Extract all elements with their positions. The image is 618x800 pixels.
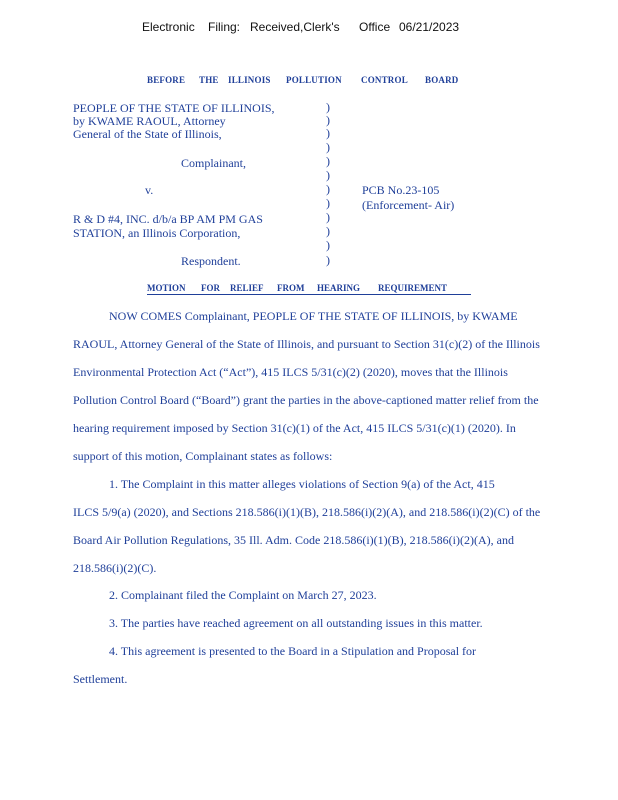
caption-paren: ) — [326, 140, 330, 154]
board-title-word: POLLUTION — [286, 75, 342, 85]
caption-versus: v. — [145, 183, 154, 197]
caption-paren: ) — [326, 253, 330, 267]
header-electronic: Electronic — [142, 20, 195, 34]
header-date: 06/21/2023 — [399, 20, 460, 34]
case-number: PCB No.23-105 — [362, 183, 440, 197]
body-line: Environmental Protection Act (“Act”), 415 ILCS 5/31(c)(2) (2020), moves that the Illinois — [73, 365, 508, 379]
caption-plaintiff-line: PEOPLE OF THE STATE OF ILLINOIS, — [73, 101, 275, 115]
caption-paren: ) — [326, 224, 330, 238]
caption-paren: ) — [326, 182, 330, 196]
caption-paren: ) — [326, 168, 330, 182]
caption-paren: ) — [326, 154, 330, 168]
motion-title-word: HEARING — [317, 283, 361, 293]
body-line: 218.586(i)(2)(C). — [73, 561, 157, 575]
numbered-paragraph-3: 3. The parties have reached agreement on all outstanding issues in this matter. — [109, 616, 483, 630]
board-title-word: THE — [199, 75, 219, 85]
motion-title-word: REQUIREMENT — [378, 283, 448, 293]
numbered-paragraph-1: 1. The Complaint in this matter alleges violations of Section 9(a) of the Act, 415 — [109, 477, 495, 491]
motion-title-underline — [147, 294, 471, 295]
body-line: hearing requirement imposed by Section 31(c)(1) of the Act, 415 ILCS 5/31(c)(1) (2020). In — [73, 421, 516, 435]
motion-title-word: MOTION — [147, 283, 186, 293]
motion-title-word: RELIEF — [230, 283, 264, 293]
caption-paren: ) — [326, 196, 330, 210]
body-line: ILCS 5/9(a) (2020), and Sections 218.586(i)(1)(B), 218.586(i)(2)(A), and 218.586(i)(2)(C) of the — [73, 505, 541, 519]
caption-plaintiff-line: by KWAME RAOUL, Attorney — [73, 114, 226, 128]
motion-title-word: FOR — [201, 283, 220, 293]
caption-respondent-line: STATION, an Illinois Corporation, — [73, 226, 241, 240]
caption-paren: ) — [326, 113, 330, 127]
header-office: Office — [359, 20, 391, 34]
body-line: Board Air Pollution Regulations, 35 Ill. Adm. Code 218.586(i)(1)(B), 218.586(i)(2)(A), and — [73, 533, 514, 547]
board-title-word: ILLINOIS — [228, 75, 271, 85]
body-line: RAOUL, Attorney General of the State of Illinois, and pursuant to Section 31(c)(2) of the Illinois — [73, 337, 540, 351]
caption-paren: ) — [326, 238, 330, 252]
caption-paren: ) — [326, 126, 330, 140]
caption-paren: ) — [326, 100, 330, 114]
body-line: Pollution Control Board (“Board”) grant the parties in the above-captioned matter relief from the — [73, 393, 539, 407]
board-title-word: CONTROL — [361, 75, 408, 85]
body-line: NOW COMES Complainant, PEOPLE OF THE STATE OF ILLINOIS, by KWAME — [109, 309, 518, 323]
caption-paren: ) — [326, 210, 330, 224]
caption-plaintiff-line: General of the State of Illinois, — [73, 127, 222, 141]
body-line: support of this motion, Complainant states as follows: — [73, 449, 333, 463]
motion-title-word: FROM — [277, 283, 305, 293]
numbered-paragraph-4: 4. This agreement is presented to the Board in a Stipulation and Proposal for — [109, 644, 477, 658]
board-title-word: BOARD — [425, 75, 459, 85]
header-filing: Filing: — [208, 20, 241, 34]
caption-complainant: Complainant, — [181, 156, 246, 170]
board-title-word: BEFORE — [147, 75, 186, 85]
case-type: (Enforcement- Air) — [362, 198, 455, 212]
body-line: Settlement. — [73, 672, 128, 686]
numbered-paragraph-2: 2. Complainant filed the Complaint on March 27, 2023. — [109, 588, 377, 602]
caption-respondent-line: R & D #4, INC. d/b/a BP AM PM GAS — [73, 212, 263, 226]
header-received: Received,Clerk's — [250, 20, 340, 34]
caption-respondent: Respondent. — [181, 254, 241, 268]
